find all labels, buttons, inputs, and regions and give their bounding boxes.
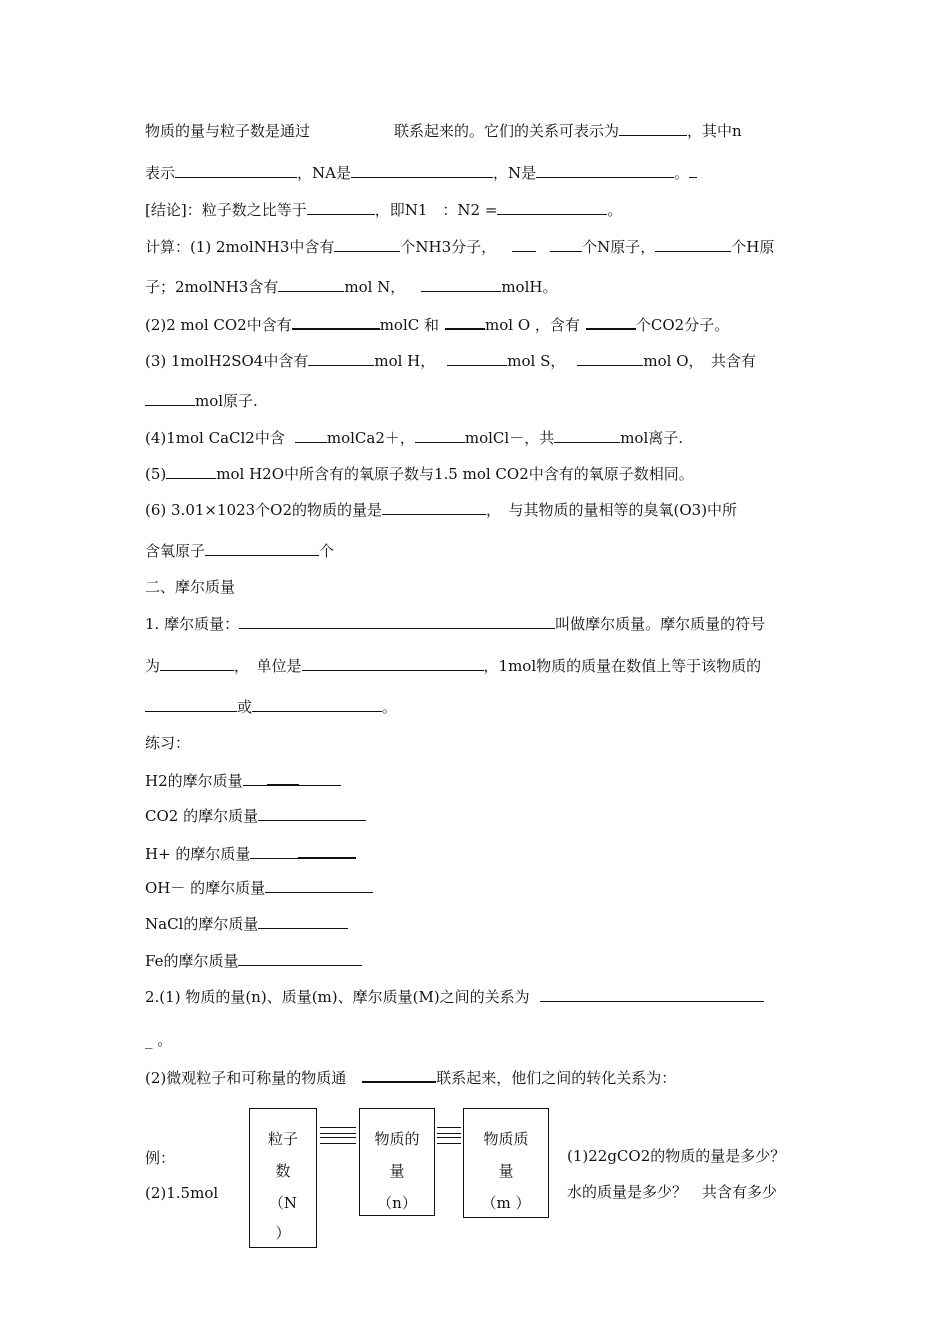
practice-heading: 练习： (145, 734, 191, 752)
text-line-1: 物质的量与粒子数是通过 联系起来的。它们的关系可表示为 ，其中n (145, 122, 742, 140)
blank[interactable] (145, 390, 195, 406)
box-particle-count: 粒子 数 （N ） (249, 1108, 317, 1248)
text-line-14: 1. 摩尔质量： 叫做摩尔质量。摩尔质量的符号 (145, 615, 766, 633)
blank[interactable] (278, 276, 344, 292)
blank[interactable] (351, 162, 493, 178)
blank[interactable] (145, 696, 237, 712)
example-label: 例： (145, 1149, 176, 1167)
connector-line (320, 1137, 356, 1144)
blank[interactable] (258, 913, 348, 929)
text-line-4: 计算：(1) 2molNH3中含有 个NH3分子， 个N原子， 个H原 (145, 238, 775, 256)
text-line-11: (6) 3.01×1023个O2的物质的量是 ， 与其物质的量相等的臭氧(O3)中所 (145, 501, 738, 519)
blank[interactable] (205, 540, 319, 556)
text-line-8: mol原子. (145, 390, 258, 411)
blank[interactable] (243, 770, 267, 786)
text-line-26: (2)微观粒子和可称量的物质通 联系起来，他们之间的转化关系为： (145, 1066, 676, 1088)
blank[interactable] (554, 427, 620, 443)
blank[interactable] (540, 986, 764, 1002)
blank[interactable] (577, 350, 643, 366)
blank[interactable] (382, 499, 486, 515)
text-line-10: (5) mol H2O中所含有的氧原子数与1.5 mol CO2中含有的氧原子数相同。 (145, 465, 694, 483)
box-amount-of-substance: 物质的 量 （n） (359, 1108, 435, 1216)
blank[interactable] (536, 162, 674, 178)
blank[interactable] (307, 199, 375, 215)
section-heading: 二、摩尔质量 (145, 578, 236, 596)
blank[interactable] (175, 162, 297, 178)
blank[interactable] (265, 877, 373, 893)
text-line-18: H2的摩尔质量 (145, 769, 341, 791)
blank[interactable] (362, 1066, 436, 1083)
blank[interactable] (512, 236, 536, 252)
text-line-16: 或 。 (145, 696, 397, 717)
connector-line (437, 1127, 461, 1134)
blank[interactable] (334, 236, 400, 252)
text-line-3: [结论]：粒子数之比等于 ，即N1 ：N2 = 。 (145, 201, 623, 219)
blank[interactable] (421, 276, 501, 292)
blank[interactable] (689, 162, 697, 178)
blank[interactable] (250, 843, 298, 859)
text-line-5: 子；2molNH3含有 mol N， molH。 (145, 278, 558, 296)
example-q1: (1)22gCO2的物质的量是多少？ (567, 1147, 786, 1165)
blank[interactable] (302, 655, 484, 671)
text-line-19: CO2 的摩尔质量 (145, 805, 366, 826)
blank[interactable] (238, 950, 362, 966)
text-line-21: OH－ 的摩尔质量 (145, 877, 373, 898)
box-mass: 物质质 量 （m ） (463, 1108, 549, 1218)
blank[interactable] (258, 805, 366, 821)
text-line-22: NaCl的摩尔质量 (145, 913, 348, 934)
text-line-23: Fe的摩尔质量 (145, 950, 362, 971)
connector-line (437, 1137, 461, 1144)
blank[interactable] (655, 236, 731, 252)
blank[interactable] (586, 313, 636, 330)
blank[interactable] (550, 236, 582, 252)
blank[interactable] (497, 199, 607, 215)
blank[interactable] (292, 313, 380, 330)
connector-line (320, 1127, 356, 1134)
blank[interactable] (252, 696, 382, 712)
blank[interactable] (166, 463, 216, 479)
blank[interactable] (267, 769, 299, 786)
blank[interactable] (308, 350, 374, 366)
blank[interactable] (239, 613, 555, 629)
text-line-20: H+ 的摩尔质量 (145, 842, 356, 864)
example-q2: (2)1.5mol (145, 1184, 219, 1202)
blank[interactable] (447, 350, 507, 366)
text-line-7: (3) 1molH2SO4中含有 mol H， mol S， mol O， 共含有 (145, 352, 756, 370)
blank[interactable] (160, 655, 234, 671)
blank[interactable] (445, 313, 485, 330)
blank[interactable] (295, 427, 327, 443)
text-line-9: (4)1mol CaCl2中含 molCa2＋， molCl－，共 mol离子. (145, 429, 684, 447)
text-line-12: 含氧原子 个 (145, 542, 335, 560)
text-line-15: 为 ， 单位是 ，1mol物质的质量在数值上等于该物质的 (145, 657, 762, 675)
blank[interactable] (415, 427, 465, 443)
example-q1-cont: 水的质量是多少？ 共含有多少 (567, 1183, 778, 1201)
blank[interactable] (619, 120, 687, 136)
text-line-6: (2)2 mol CO2中含有 molC 和 mol O ，含有 个CO2分子。 (145, 313, 729, 335)
text-line-2: 表示 ，NA是 ，N是 。 (145, 162, 697, 183)
blank[interactable] (298, 842, 356, 859)
text-line-25: _ 。 (145, 1031, 173, 1049)
text-line-24: 2.(1) 物质的量(n)、质量(m)、摩尔质量(M)之间的关系为 (145, 986, 764, 1007)
blank[interactable] (299, 770, 341, 786)
